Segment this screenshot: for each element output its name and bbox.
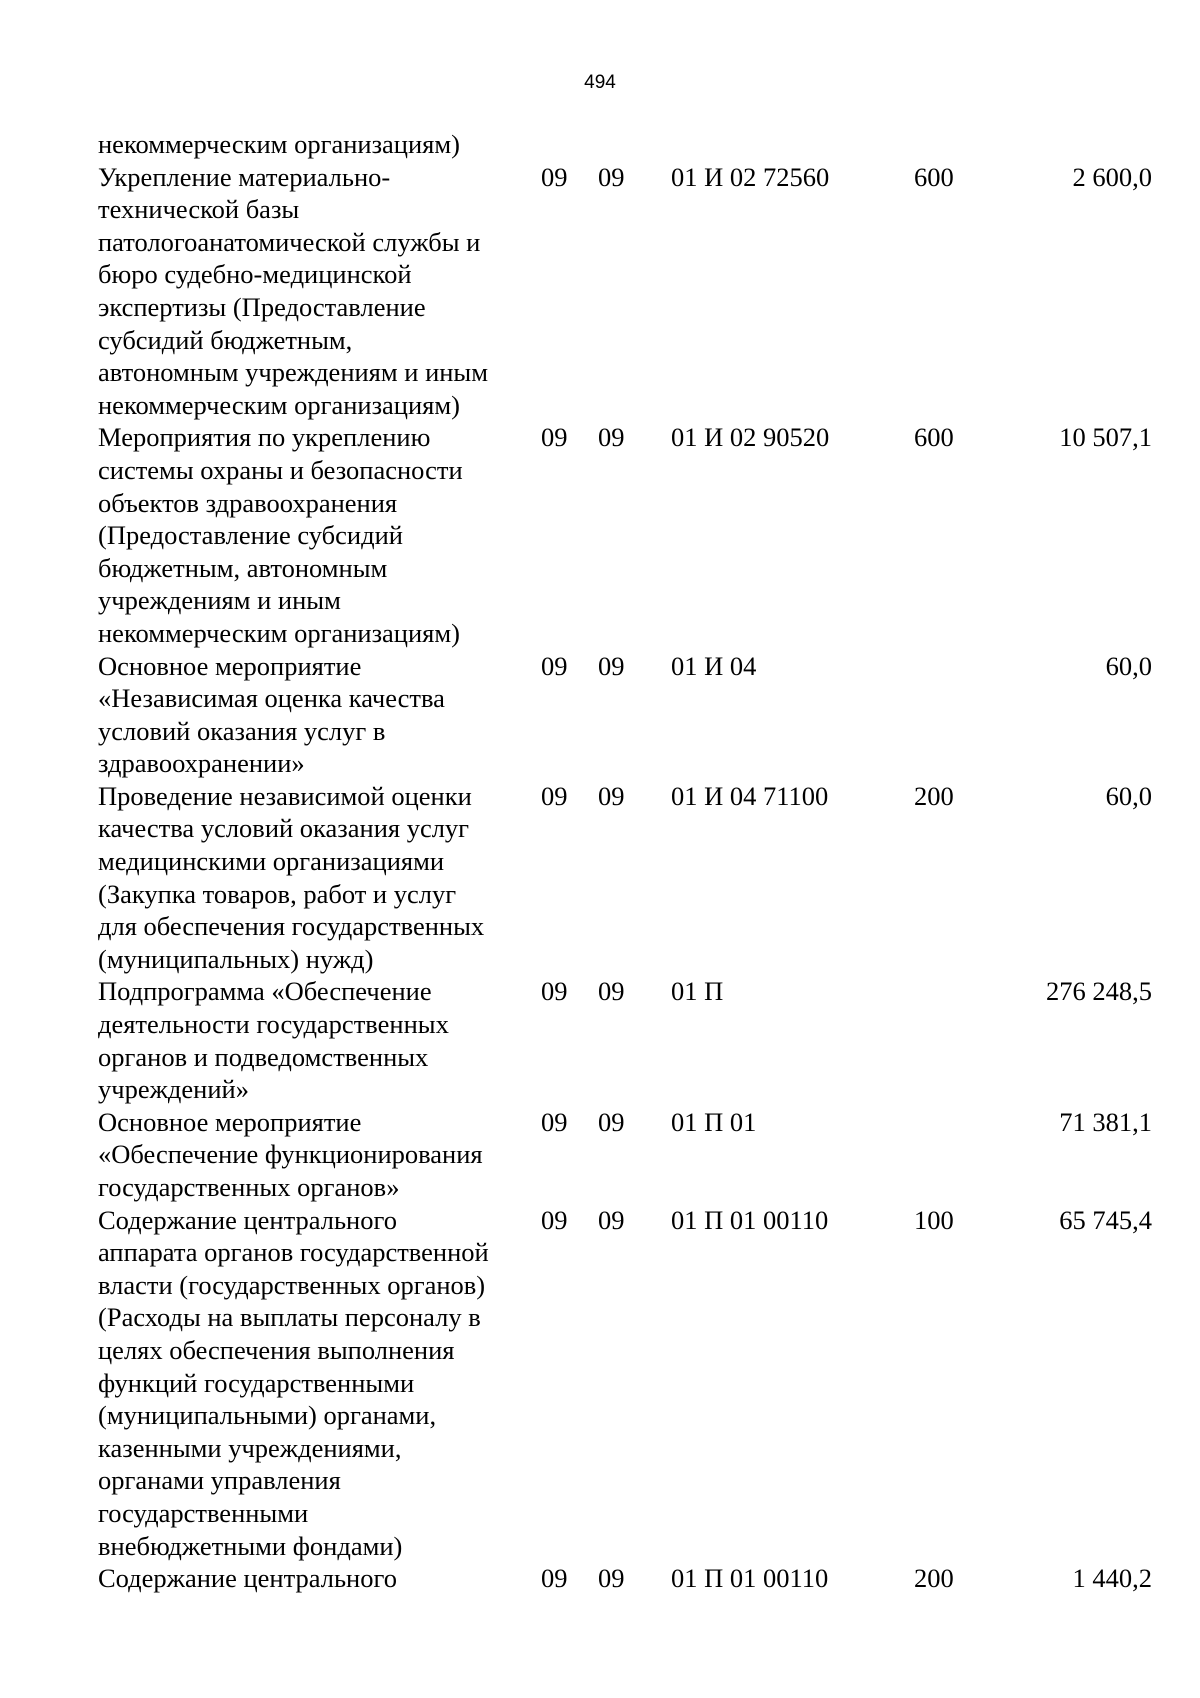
- table-row: [0, 780, 1200, 976]
- row-expense-type: 600: [914, 422, 954, 453]
- table-row: [0, 128, 1200, 161]
- row-podrazdel: 09: [598, 161, 625, 192]
- row-podrazdel: 09: [598, 422, 625, 453]
- row-razdel: 09: [541, 650, 568, 681]
- row-expense-type: 100: [914, 1204, 954, 1235]
- row-target-article: 01 И 02 90520: [671, 422, 830, 453]
- row-amount: 1 440,2: [1072, 1563, 1152, 1594]
- page-number: 494: [584, 72, 616, 93]
- table-row: [0, 421, 1200, 649]
- row-target-article: 01 П 01: [671, 1106, 757, 1137]
- row-expense-type: 200: [914, 1563, 954, 1594]
- row-razdel: 09: [541, 161, 568, 192]
- row-razdel: 09: [541, 780, 568, 811]
- row-name: Укрепление материально- технической базы патологоанатомической службы и бюро судебно-медицинской экспертизы (Предоставление субсидий бюджетным, автономным учреждениям и иным некоммерческим организациям): [98, 161, 489, 420]
- table-row: [0, 1106, 1200, 1204]
- row-amount: 10 507,1: [1059, 422, 1152, 453]
- row-podrazdel: 09: [598, 1106, 625, 1137]
- row-target-article: 01 И 04 71100: [671, 780, 829, 811]
- row-amount: 71 381,1: [1059, 1106, 1152, 1137]
- table-row: [0, 1562, 1200, 1595]
- budget-table: [0, 128, 1200, 1595]
- row-razdel: 09: [541, 1204, 568, 1235]
- table-row: [0, 161, 1200, 422]
- row-name: Основное мероприятие «Независимая оценка качества условий оказания услуг в здравоохранении»: [98, 650, 445, 779]
- row-amount: 2 600,0: [1072, 161, 1152, 192]
- row-amount: 60,0: [1105, 650, 1152, 681]
- row-podrazdel: 09: [598, 780, 625, 811]
- row-razdel: 09: [541, 1563, 568, 1594]
- row-expense-type: 200: [914, 780, 954, 811]
- row-razdel: 09: [541, 422, 568, 453]
- row-target-article: 01 И 02 72560: [671, 161, 830, 192]
- row-razdel: 09: [541, 976, 568, 1007]
- table-row: [0, 1204, 1200, 1563]
- row-amount: 65 745,4: [1059, 1204, 1152, 1235]
- row-amount: 276 248,5: [1046, 976, 1152, 1007]
- row-podrazdel: 09: [598, 650, 625, 681]
- row-name: некоммерческим организациям): [98, 129, 460, 159]
- row-target-article: 01 П 01 00110: [671, 1204, 829, 1235]
- row-expense-type: 600: [914, 161, 954, 192]
- table-row: [0, 650, 1200, 780]
- row-target-article: 01 П 01 00110: [671, 1563, 829, 1594]
- row-name: Подпрограмма «Обеспечение деятельности государственных органов и подведомственных учреждений»: [98, 976, 449, 1105]
- row-podrazdel: 09: [598, 1563, 625, 1594]
- row-name: Основное мероприятие «Обеспечение функционирования государственных органов»: [98, 1106, 483, 1202]
- row-name: Проведение независимой оценки качества условий оказания услуг медицинскими организациями (Закупка товаров, работ и услуг для обеспечения государственных (муниципальных) нужд): [98, 780, 485, 974]
- row-razdel: 09: [541, 1106, 568, 1137]
- row-name: Содержание центрального аппарата органов государственной власти (государственных органов) (Расходы на выплаты персоналу в целях обеспечения выполнения функций государственными (муниципальными) органами, казенными учреждениями, органами управления государственными внебюджетными фондами): [98, 1204, 489, 1561]
- row-target-article: 01 И 04: [671, 650, 757, 681]
- table-row: [0, 975, 1200, 1105]
- row-podrazdel: 09: [598, 1204, 625, 1235]
- row-name: Мероприятия по укреплению системы охраны и безопасности объектов здравоохранения (Предоставление субсидий бюджетным, автономным учреждениям и иным некоммерческим организациям): [98, 422, 463, 648]
- row-podrazdel: 09: [598, 976, 625, 1007]
- row-target-article: 01 П: [671, 976, 724, 1007]
- row-name: Содержание центрального: [98, 1563, 397, 1594]
- row-amount: 60,0: [1105, 780, 1152, 811]
